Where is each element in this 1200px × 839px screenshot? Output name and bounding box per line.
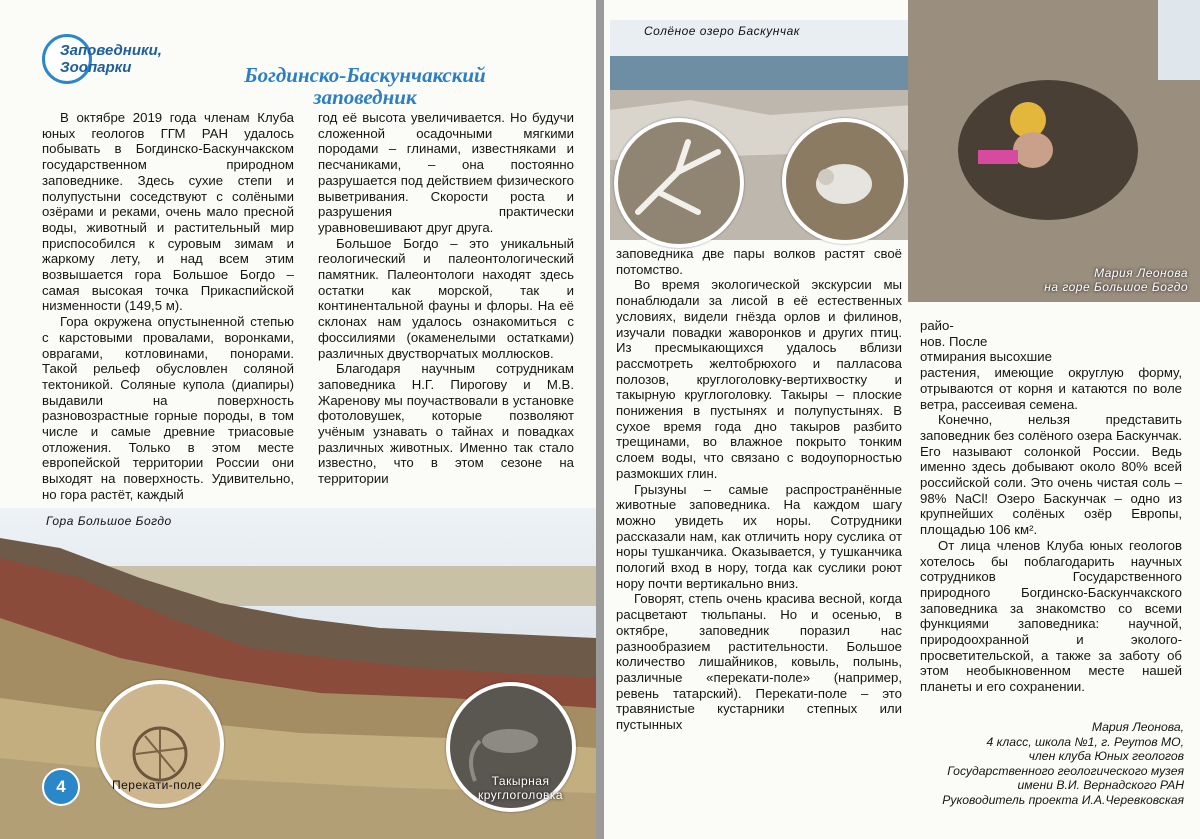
paragraph: Во время экологической экскурсии мы понаблюдали за лисой в её естественных условиях, видели гнёзда орлов и филинов, изучали повадки жаворонков и других птиц. Из пресмыкающихся удалось вблизи рассмотреть желтобрюхого и палласова полозов, круглоголовку-вертихвостку и такырную круглоголовку. Такыры – плоские понижения в пустынях и полупустынях. В сухое время года дно такыров разбито трещинами, во влажное покрыто тонким слоем воды, что связано с водоупорностью размокших глин.: [616, 277, 902, 481]
tumbleweed-caption: Перекати-поле: [112, 778, 202, 792]
cave-portrait-image: [908, 0, 1200, 302]
right-column-2: [920, 318, 1182, 695]
paragraph: Большое Богдо – это уникальный геологический и палеонтологический памятник. Палеонтологи находят здесь остатки как морской, так и континентальной фауны и флоры. На её склонах нам удалось ознакомиться с фоссилиями (окаменелыми остатками) различных двустворчатых моллюсков.: [318, 235, 574, 361]
title-line-2: заповедник: [313, 85, 417, 109]
lizard-caption-line-1: Такырная: [491, 774, 550, 788]
left-page: [0, 0, 596, 839]
salt-crystal-circle-photo: [614, 118, 744, 248]
portrait-photo: [908, 0, 1200, 302]
lizard-caption: [478, 774, 563, 802]
paragraph: год её высота увеличивается. Но будучи сложенной осадочными мягкими породами – глинами, известняками и песчаниками, – она постоянно разрушается под действием физического выветривания. Скорости роста и разрушения практически уравновешивают друг друга.: [318, 110, 574, 235]
portrait-caption-line-2: на горе Большое Богдо: [1044, 280, 1188, 294]
lake-caption: Солёное озеро Баскунчак: [644, 24, 800, 38]
salted-bird-circle-photo: [782, 118, 908, 244]
paragraph: Гора окружена опустыненной степью с карстовыми провалами, воронками, оврагами, котловинами, понорами. Такой рельеф обусловлен соляной тектоникой. Соляные купола (диапиры) выдавили на поверхность разновозрастные горные породы, в том числе и самые древние триасовые отложения. Только в этом месте европейской территории России они выходят на поверхность. Удивительно, но гора растёт, каждый: [42, 314, 294, 502]
left-column-1: [42, 110, 294, 503]
signature-line-5: имени В.И. Вернадского РАН: [1017, 778, 1184, 792]
salt-crystal-image: [618, 122, 740, 244]
paragraph: заповедника две пары волков растят своё потомство.: [616, 246, 902, 277]
paragraph: Конечно, нельзя представить заповедник без солёного озера Баскунчак. Его называют солонкой России. Ведь именно здесь добывают около 80% всей российской соли. Это очень чистая соль – 98% NaCl! Озеро Баскунчак – одно из крупнейших солёных озёр Европы, площадью 106 км².: [920, 412, 1182, 538]
paragraph: Говорят, степь очень красива весной, когда расцветают тюльпаны. Но и осенью, в октябре, заповедник поразил нас разнообразием растительности. Большое количество лишайников, ковыль, полынь, различные «перекати-поле» (например, ревень татарский). Перекати-поле – это травянистые кустарники степных или пустынных: [616, 591, 902, 733]
author-signature: [904, 720, 1184, 807]
page-number: 4: [42, 768, 80, 806]
title-line-1: Богдинско-Баскунчакский: [244, 63, 486, 87]
right-page: [604, 0, 1200, 839]
paragraph: От лица членов Клуба юных геологов хотелось бы поблагодарить научных сотрудников Государственного природного Богдинско-Баскунчакского заповедника за знакомство со всеми функциями заповедника: научной, природоохранной и эколого-просветительской, а также за заботу об этом необыкновенном месте нашей планеты и его сохранении.: [920, 537, 1182, 695]
left-column-2: [318, 110, 574, 487]
portrait-caption: [1008, 266, 1188, 294]
signature-line-4: Государственного геологического музея: [947, 763, 1184, 778]
signature-line-6: Руководитель проекта И.А.Черевковская: [942, 792, 1184, 807]
paragraph: Грызуны – самые распространённые животные заповедника. На каждом шагу можно увидеть их норы. Сотрудники рассказали нам, как отличить нору суслика от норы тушканчика. Оказывается, у тушканчика пологий вход в нору, тогда как суслики роют нору почти вертикально вниз.: [616, 481, 902, 591]
signature-line-3: член клуба Юных геологов: [1028, 749, 1184, 763]
signature-line-1: Мария Леонова,: [1091, 720, 1184, 734]
paragraph: Благодаря научным сотрудникам заповедника Н.Г. Пирогову и М.В. Жаренову мы поучаствовали в установке фотоловушек, которые позволяют учёным узнавать о тайнах и повадках различных животных. Именно так стало известно, что в этом сезоне на территории: [318, 361, 574, 487]
portrait-caption-line-1: Мария Леонова: [1094, 266, 1188, 280]
mountain-caption: Гора Большое Богдо: [46, 514, 172, 528]
paragraph: растения, имеющие округлую форму, отрываются от корня и катаются по воле ветра, рассеивая семена.: [920, 365, 1182, 412]
section-badge-text: [60, 42, 162, 76]
right-column-1: [616, 246, 902, 733]
section-line-1: Заповедники,: [60, 42, 162, 59]
continuation-line-1: райо-: [920, 318, 954, 333]
paragraph: В октябре 2019 года членам Клуба юных геологов ГГМ РАН удалось побывать в Богдинско-Баскунчакском государственном природном заповеднике. Здесь сухие степи и полупустыни соседствуют с солёными озёрами и реками, очень мало пресной воды, животный и растительный мир приспособился к суровым зимам и жаркому лету, и над всем этим возвышается гора Большое Богдо – самая высокая точка Прикаспийской низменности (149,5 м).: [42, 110, 294, 314]
lizard-caption-line-2: круглоголовка: [478, 788, 564, 802]
section-line-2: Зоопарки: [60, 59, 132, 76]
continuation-line-3: отмирания высохшие: [920, 349, 1052, 365]
continuation-line-2: нов. После: [920, 333, 988, 349]
signature-line-2: 4 класс, школа №1, г. Реутов МО,: [986, 734, 1184, 749]
book-gutter: [596, 0, 604, 839]
article-title: [195, 64, 535, 108]
section-badge: [42, 34, 192, 84]
salted-bird-image: [786, 122, 904, 240]
